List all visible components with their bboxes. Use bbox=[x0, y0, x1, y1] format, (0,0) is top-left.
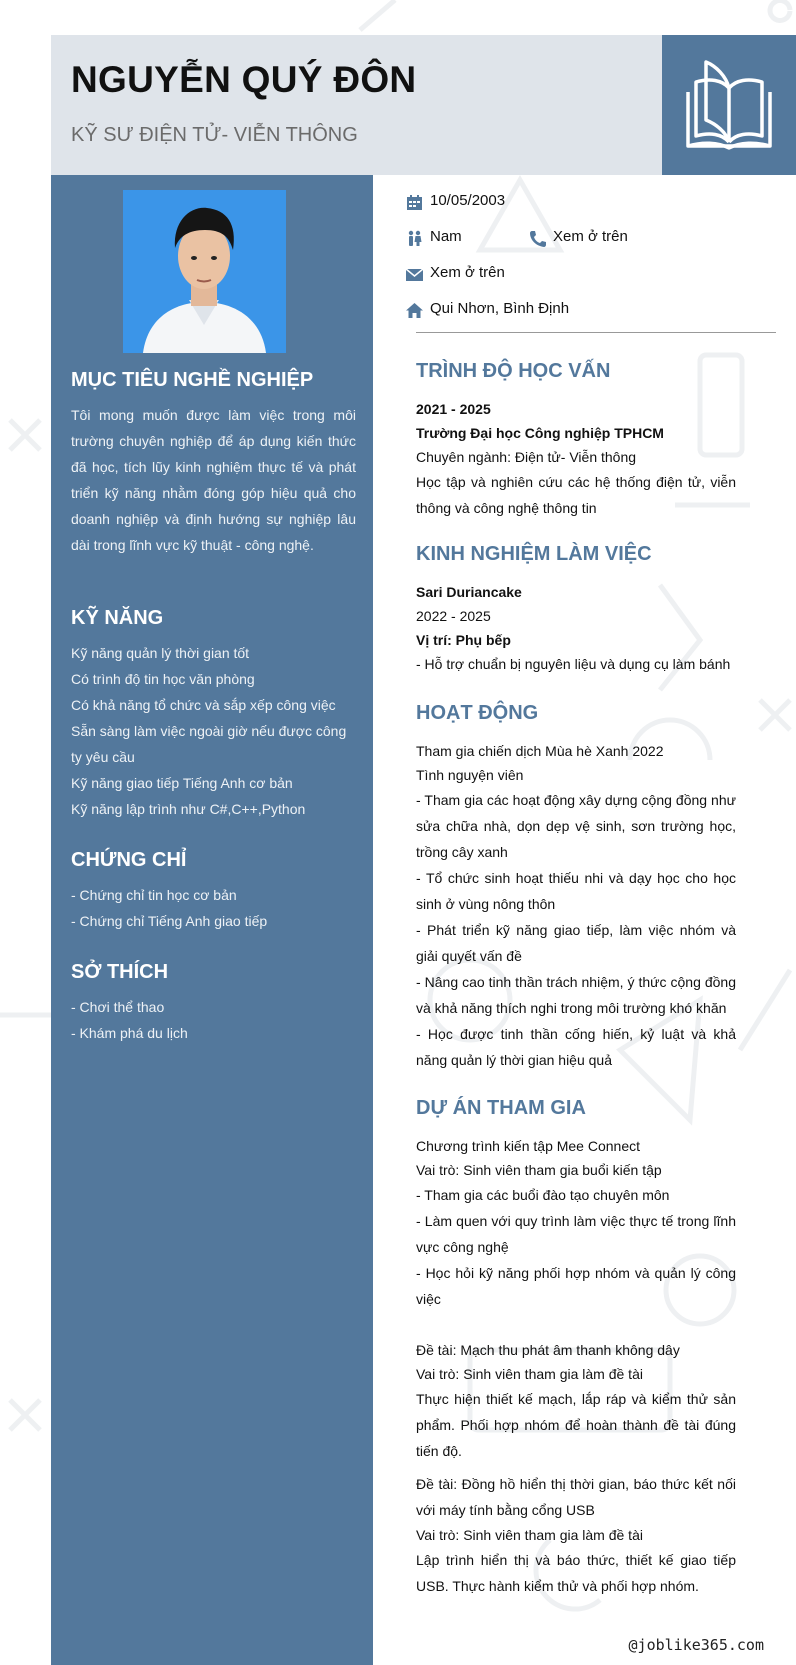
project-line: Thực hiện thiết kế mạch, lắp ráp và kiểm thử sản phẩm. Phối hợp nhóm để hoàn thành đề tài đúng tiến độ. bbox=[416, 1391, 736, 1459]
project-name: Đề tài: Đồng hồ hiển thị thời gian, báo thức kết nối với máy tính bằng cổng USB bbox=[416, 1476, 736, 1518]
activity-role: Tình nguyện viên bbox=[416, 767, 524, 783]
activity-item: - Tham gia các hoạt động xây dựng cộng đồng như sửa chữa nhà, dọn dẹp vệ sinh, sơn trường học, trồng cây xanh bbox=[416, 792, 736, 860]
project-role: Vai trò: Sinh viên tham gia làm đề tài bbox=[416, 1366, 643, 1382]
left-sidebar bbox=[51, 175, 373, 1665]
education-title: TRÌNH ĐỘ HỌC VẤN bbox=[416, 360, 611, 382]
activities-block bbox=[416, 739, 736, 1073]
activity-item: - Học được tinh thần cống hiến, kỷ luật và khả năng quản lý thời gian hiệu quả bbox=[416, 1026, 736, 1068]
education-school: Trường Đại học Công nghiệp TPHCM bbox=[416, 425, 664, 441]
header-banner bbox=[51, 35, 662, 175]
experience-period: 2022 - 2025 bbox=[416, 608, 491, 624]
hobby-item: - Chơi thể thao bbox=[71, 999, 165, 1015]
project-name: Đề tài: Mạch thu phát âm thanh không dây bbox=[416, 1342, 680, 1358]
activities-title: HOẠT ĐỘNG bbox=[416, 702, 539, 724]
skill-item: Sẵn sàng làm việc ngoài giờ nếu được công ty yêu cầu bbox=[71, 723, 347, 765]
calendar-icon bbox=[406, 194, 423, 211]
mail-icon bbox=[406, 266, 423, 283]
activity-item: - Tổ chức sinh hoạt thiếu nhi và dạy học cho học sinh ở vùng nông thôn bbox=[416, 870, 736, 912]
skill-item: Kỹ năng quản lý thời gian tốt bbox=[71, 645, 250, 661]
education-block bbox=[416, 397, 736, 521]
contact-phone bbox=[553, 228, 628, 245]
certificates-title: CHỨNG CHỈ bbox=[71, 849, 187, 871]
projects-title: DỰ ÁN THAM GIA bbox=[416, 1097, 586, 1119]
skill-item: Kỹ năng giao tiếp Tiếng Anh cơ bản bbox=[71, 775, 293, 791]
project-line: Lập trình hiển thị và báo thức, thiết kế giao tiếp USB. Thực hành kiểm thử và phối hợp nhóm. bbox=[416, 1552, 736, 1594]
objective-section bbox=[71, 369, 356, 558]
education-description: Học tập và nghiên cứu các hệ thống điện tử, viễn thông và công nghệ thông tin bbox=[416, 474, 736, 516]
skills-title: KỸ NĂNG bbox=[71, 607, 164, 629]
contact-gender bbox=[430, 228, 462, 245]
objective-title: MỤC TIÊU NGHỀ NGHIỆP bbox=[71, 369, 314, 391]
address-value: Qui Nhơn, Bình Định bbox=[430, 300, 570, 317]
certificates-section bbox=[71, 849, 356, 934]
project-line: - Học hỏi kỹ năng phối hợp nhóm và quản lý công việc bbox=[416, 1265, 736, 1307]
contact-address bbox=[430, 300, 569, 317]
contact-divider bbox=[416, 332, 776, 333]
project-name: Chương trình kiến tập Mee Connect bbox=[416, 1138, 641, 1154]
certificate-item: - Chứng chỉ Tiếng Anh giao tiếp bbox=[71, 913, 268, 929]
site-watermark: @joblike365.com bbox=[628, 1636, 764, 1654]
home-icon bbox=[406, 302, 423, 319]
activity-item: - Phát triển kỹ năng giao tiếp, làm việc nhóm và giải quyết vấn đề bbox=[416, 922, 736, 964]
certificate-item: - Chứng chỉ tin học cơ bản bbox=[71, 887, 237, 903]
experience-block bbox=[416, 580, 736, 676]
experience-company: Sari Duriancake bbox=[416, 584, 522, 600]
email-value: Xem ở trên bbox=[430, 264, 505, 281]
avatar bbox=[123, 190, 286, 353]
job-title: KỸ SƯ ĐIỆN TỬ- VIỄN THÔNG bbox=[71, 124, 358, 146]
birthday-value: 10/05/2003 bbox=[430, 192, 506, 209]
project-item bbox=[416, 1338, 736, 1464]
project-item bbox=[416, 1134, 736, 1312]
skills-section bbox=[71, 607, 356, 822]
education-period: 2021 - 2025 bbox=[416, 401, 491, 417]
project-line: - Tham gia các buổi đào tạo chuyên môn bbox=[416, 1187, 670, 1203]
skill-item: Kỹ năng lập trình như C#,C++,Python bbox=[71, 801, 306, 817]
project-item bbox=[416, 1471, 736, 1599]
project-role: Vai trò: Sinh viên tham gia làm đề tài bbox=[416, 1527, 643, 1543]
project-role: Vai trò: Sinh viên tham gia buổi kiến tập bbox=[416, 1162, 662, 1178]
objective-text: Tôi mong muốn được làm việc trong môi trường chuyên nghiệp để áp dụng kiến thức đã học, tích lũy kinh nghiệm thực tế và phát triển kỹ năng nhằm đóng góp hiệu quả cho doanh nghiệp và định hướng sự nghiệp lâu dài trong lĩnh vực kỹ thuật - công nghệ. bbox=[71, 407, 356, 553]
hobbies-section bbox=[71, 961, 356, 1046]
profile-photo bbox=[123, 190, 286, 353]
gender-value: Nam bbox=[430, 228, 462, 245]
candidate-name: NGUYỄN QUÝ ĐÔN bbox=[71, 59, 417, 100]
phone-icon bbox=[529, 230, 546, 247]
contact-email bbox=[430, 264, 505, 281]
skill-item: Có khả năng tổ chức và sắp xếp công việc bbox=[71, 697, 336, 713]
education-major: Chuyên ngành: Điện tử- Viễn thông bbox=[416, 449, 637, 465]
hobbies-title: SỞ THÍCH bbox=[71, 961, 169, 983]
project-line: - Làm quen với quy trình làm việc thực tế trong lĩnh vực công nghệ bbox=[416, 1213, 736, 1255]
experience-position: Vị trí: Phụ bếp bbox=[416, 632, 511, 648]
hobby-item: - Khám phá du lịch bbox=[71, 1025, 188, 1041]
gender-icon bbox=[406, 230, 423, 247]
experience-title: KINH NGHIỆM LÀM VIỆC bbox=[416, 543, 652, 565]
open-book-icon bbox=[682, 58, 776, 152]
skill-item: Có trình độ tin học văn phòng bbox=[71, 671, 255, 687]
contact-birthday bbox=[430, 192, 505, 209]
experience-duty: - Hỗ trợ chuẩn bị nguyên liệu và dụng cụ làm bánh bbox=[416, 656, 731, 672]
phone-value: Xem ở trên bbox=[553, 228, 628, 245]
activity-name: Tham gia chiến dịch Mùa hè Xanh 2022 bbox=[416, 743, 664, 759]
book-logo bbox=[662, 35, 796, 175]
activity-item: - Nâng cao tinh thần trách nhiệm, ý thức cộng đồng và khả năng thích nghi trong môi trường khó khăn bbox=[416, 974, 736, 1016]
